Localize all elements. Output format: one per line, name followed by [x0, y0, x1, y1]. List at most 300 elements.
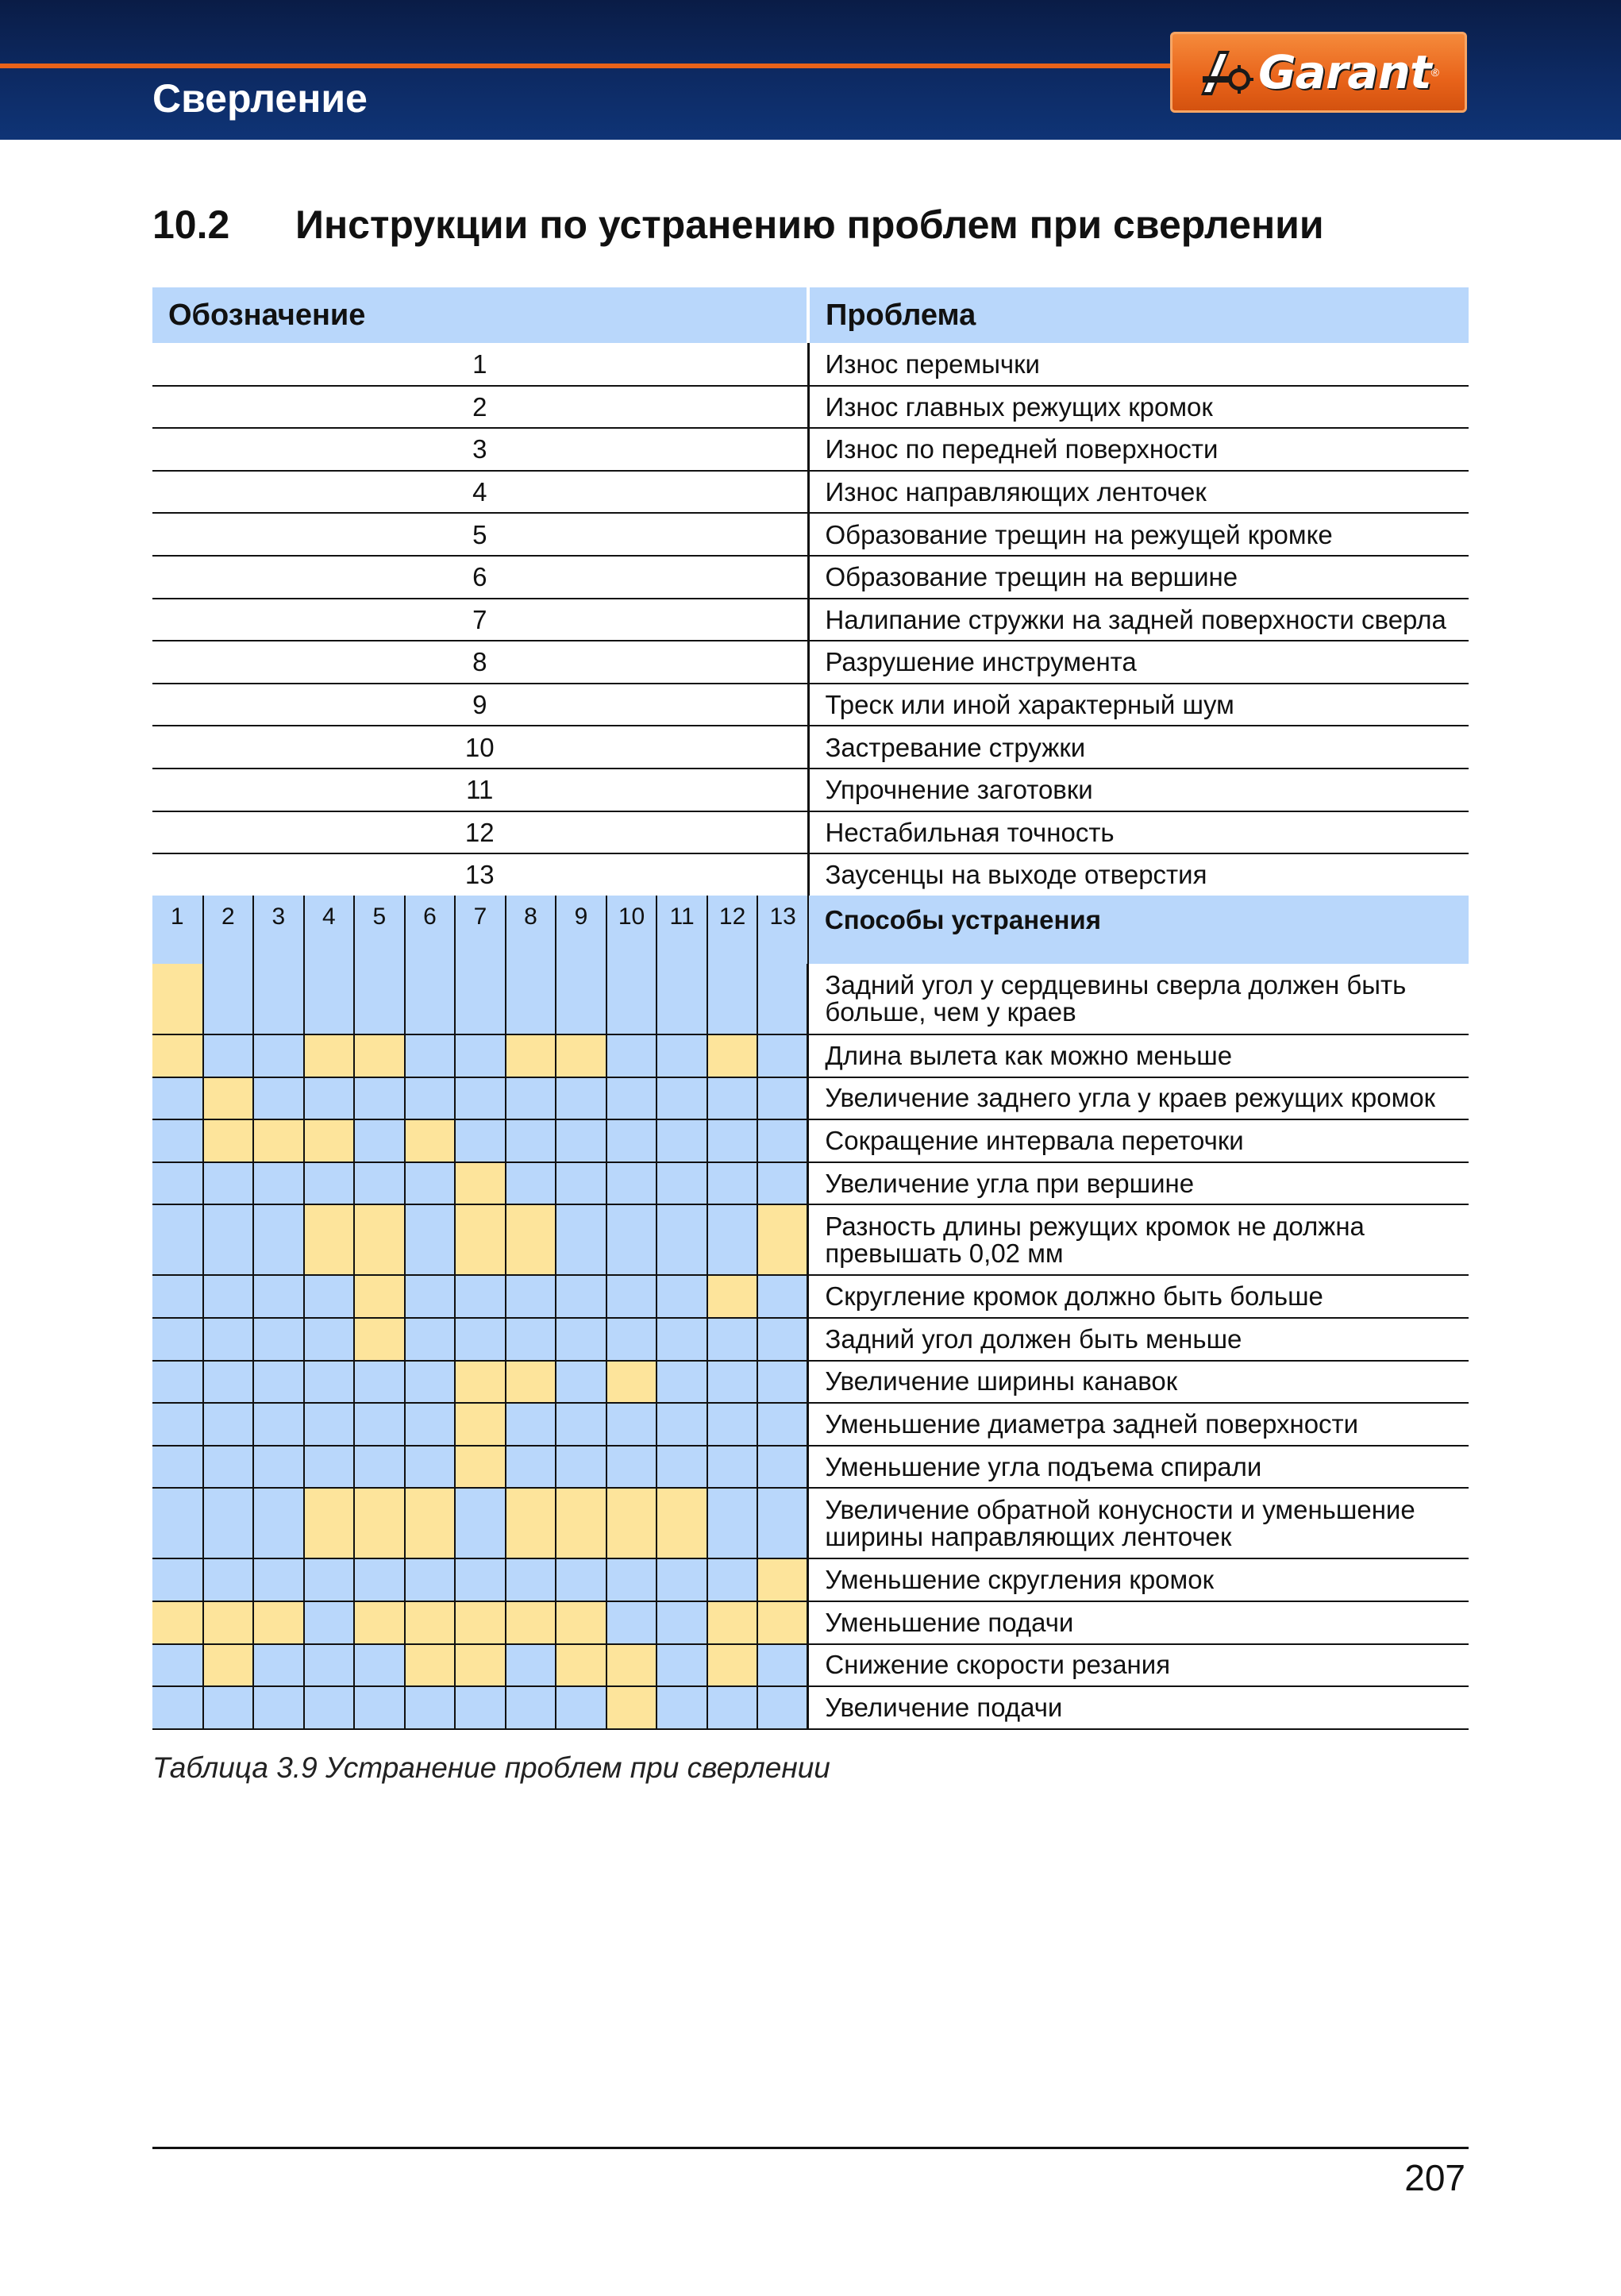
matrix-cell [757, 964, 808, 1034]
matrix-cell [757, 1686, 808, 1729]
matrix-cell [354, 1361, 405, 1404]
matrix-cell [506, 1686, 556, 1729]
matrix-cell [556, 1558, 606, 1601]
matrix-cell [757, 1644, 808, 1687]
legend-problem: Износ главных режущих кромок [808, 386, 1469, 429]
garant-logo [1170, 32, 1467, 113]
legend-row [152, 471, 1469, 514]
matrix-cell-marked [506, 1034, 556, 1077]
matrix-cell [304, 1686, 355, 1729]
matrix-cell [253, 1034, 304, 1077]
matrix-column-number: 13 [757, 896, 808, 964]
legend-problem: Нестабильная точность [808, 811, 1469, 854]
remedy-text: Задний угол у сердцевины сверла должен быть больше, чем у краев [808, 964, 1469, 1034]
legend-problem: Треск или иной характерный шум [808, 684, 1469, 726]
matrix-cell-marked [405, 1119, 456, 1162]
matrix-cell [354, 1077, 405, 1120]
matrix-cell [203, 1488, 254, 1558]
matrix-cell [203, 1446, 254, 1489]
matrix-cell [405, 1558, 456, 1601]
legend-number: 4 [152, 471, 808, 514]
matrix-cell [656, 964, 707, 1034]
matrix-cell [152, 1077, 203, 1120]
matrix-cell-marked [304, 1034, 355, 1077]
matrix-cell [152, 1204, 203, 1275]
matrix-row [152, 1601, 1469, 1644]
matrix-cell [656, 1204, 707, 1275]
matrix-cell [606, 1403, 657, 1446]
matrix-cell [656, 1446, 707, 1489]
legend-number: 7 [152, 599, 808, 641]
remedy-text: Увеличение обратной конусности и уменьшение ширины направляющих ленточек [808, 1488, 1469, 1558]
matrix-cell [506, 1644, 556, 1687]
matrix-column-number: 8 [506, 896, 556, 964]
matrix-cell [253, 1403, 304, 1446]
matrix-cell [304, 1162, 355, 1205]
matrix-cell [506, 1162, 556, 1205]
matrix-cell [506, 964, 556, 1034]
matrix-cell-marked [656, 1488, 707, 1558]
legend-number: 9 [152, 684, 808, 726]
matrix-row [152, 1034, 1469, 1077]
matrix-row [152, 1204, 1469, 1275]
matrix-cell [707, 1204, 758, 1275]
matrix-cell [455, 1034, 506, 1077]
matrix-cell [556, 1204, 606, 1275]
legend-number: 2 [152, 386, 808, 429]
matrix-cell [556, 1318, 606, 1361]
matrix-cell-marked [304, 1119, 355, 1162]
matrix-cell [757, 1034, 808, 1077]
matrix-row [152, 1446, 1469, 1489]
matrix-cell [606, 1034, 657, 1077]
matrix-cell [304, 964, 355, 1034]
matrix-cell-marked [354, 1275, 405, 1318]
matrix-cell [606, 1558, 657, 1601]
matrix-column-number: 5 [354, 896, 405, 964]
matrix-cell-marked [506, 1204, 556, 1275]
table-caption: Таблица 3.9 Устранение проблем при сверлении [152, 1751, 830, 1784]
matrix-cell [203, 1318, 254, 1361]
remedy-text: Увеличение угла при вершине [808, 1162, 1469, 1205]
matrix-cell [556, 1275, 606, 1318]
matrix-cell [304, 1558, 355, 1601]
remedy-text: Уменьшение подачи [808, 1601, 1469, 1644]
matrix-cell [304, 1077, 355, 1120]
remedy-text: Снижение скорости резания [808, 1644, 1469, 1687]
matrix-cell [556, 1162, 606, 1205]
matrix-cell [152, 1361, 203, 1404]
matrix-cell-marked [354, 1204, 405, 1275]
matrix-cell [405, 1204, 456, 1275]
matrix-cell-marked [757, 1558, 808, 1601]
matrix-cell [152, 1275, 203, 1318]
remedy-text: Увеличение подачи [808, 1686, 1469, 1729]
matrix-cell-marked [203, 1077, 254, 1120]
matrix-cell [656, 1558, 707, 1601]
matrix-column-number: 6 [405, 896, 456, 964]
section-heading [152, 202, 1324, 248]
matrix-cell [707, 1686, 758, 1729]
matrix-row [152, 1162, 1469, 1205]
matrix-cell [556, 1686, 606, 1729]
legend-number: 5 [152, 513, 808, 556]
matrix-cell [152, 1318, 203, 1361]
matrix-cell [253, 964, 304, 1034]
matrix-column-number: 9 [556, 896, 606, 964]
matrix-cell-marked [707, 1034, 758, 1077]
matrix-cell [455, 1077, 506, 1120]
matrix-cell [405, 1162, 456, 1205]
legend-number: 10 [152, 726, 808, 769]
matrix-cell [656, 1403, 707, 1446]
legend-problem: Упрочнение заготовки [808, 769, 1469, 811]
matrix-cell [556, 964, 606, 1034]
matrix-cell [656, 1275, 707, 1318]
matrix-cell-marked [253, 1119, 304, 1162]
matrix-cell-marked [455, 1446, 506, 1489]
legend-problem: Застревание стружки [808, 726, 1469, 769]
matrix-cell [405, 1403, 456, 1446]
matrix-cell [506, 1558, 556, 1601]
remedies-header: Способы устранения [808, 896, 1469, 964]
legend-number: 3 [152, 428, 808, 471]
matrix-cell [757, 1403, 808, 1446]
remedy-text: Скругление кромок должно быть больше [808, 1275, 1469, 1318]
matrix-cell [253, 1446, 304, 1489]
matrix-cell [253, 1558, 304, 1601]
matrix-cell [203, 1361, 254, 1404]
matrix-cell-marked [455, 1361, 506, 1404]
matrix-cell-marked [304, 1204, 355, 1275]
page-number: 207 [1404, 2157, 1465, 2198]
matrix-cell [405, 1034, 456, 1077]
matrix-cell [253, 1162, 304, 1205]
matrix-cell-marked [757, 1204, 808, 1275]
legend-row [152, 556, 1469, 599]
matrix-cell [455, 1686, 506, 1729]
matrix-cell-marked [606, 1488, 657, 1558]
header-title: Сверление [152, 76, 368, 121]
matrix-cell [152, 1162, 203, 1205]
matrix-cell [253, 1488, 304, 1558]
matrix-cell [707, 1077, 758, 1120]
legend-number: 11 [152, 769, 808, 811]
matrix-cell [354, 1446, 405, 1489]
matrix-cell [606, 1601, 657, 1644]
matrix-cell-marked [405, 1644, 456, 1687]
matrix-cell [707, 1403, 758, 1446]
matrix-cell [152, 1644, 203, 1687]
matrix-cell [405, 1077, 456, 1120]
matrix-row [152, 1318, 1469, 1361]
matrix-cell [506, 1077, 556, 1120]
matrix-column-number: 2 [203, 896, 254, 964]
matrix-cell [656, 1119, 707, 1162]
legend-row [152, 599, 1469, 641]
matrix-column-number: 4 [304, 896, 355, 964]
logo-wordmark: Garant [1258, 45, 1431, 99]
matrix-cell [152, 1488, 203, 1558]
matrix-cell [455, 1275, 506, 1318]
matrix-cell [656, 1162, 707, 1205]
legend-number: 8 [152, 641, 808, 684]
legend-number: 13 [152, 853, 808, 896]
matrix-cell [656, 1601, 707, 1644]
matrix-cell-marked [506, 1361, 556, 1404]
matrix-cell [606, 1119, 657, 1162]
matrix-cell [606, 1204, 657, 1275]
matrix-cell [506, 1119, 556, 1162]
matrix-cell-marked [152, 1034, 203, 1077]
remedy-text: Уменьшение скругления кромок [808, 1558, 1469, 1601]
matrix-cell-marked [455, 1644, 506, 1687]
matrix-cell-marked [354, 1488, 405, 1558]
legend-problem: Износ по передней поверхности [808, 428, 1469, 471]
legend-row [152, 853, 1469, 896]
matrix-cell-marked [556, 1644, 606, 1687]
matrix-cell [707, 1446, 758, 1489]
matrix-cell-marked [606, 1361, 657, 1404]
matrix-cell [253, 1077, 304, 1120]
matrix-cell [656, 1034, 707, 1077]
legend-problem: Налипание стружки на задней поверхности сверла [808, 599, 1469, 641]
matrix-cell [757, 1446, 808, 1489]
matrix-cell [707, 1318, 758, 1361]
legend-row [152, 769, 1469, 811]
matrix-column-number: 12 [707, 896, 758, 964]
matrix-cell [152, 1686, 203, 1729]
matrix-cell [354, 1403, 405, 1446]
legend-row [152, 811, 1469, 854]
matrix-row [152, 1077, 1469, 1120]
remedy-text: Уменьшение угла подъема спирали [808, 1446, 1469, 1489]
matrix-cell [152, 1403, 203, 1446]
legend-row [152, 513, 1469, 556]
matrix-cell [606, 964, 657, 1034]
matrix-cell [405, 1361, 456, 1404]
matrix-cell [506, 1403, 556, 1446]
matrix-cell [556, 1446, 606, 1489]
matrix-cell [253, 1318, 304, 1361]
matrix-cell-marked [707, 1601, 758, 1644]
matrix-cell [656, 1361, 707, 1404]
legend-row [152, 684, 1469, 726]
remedy-matrix-table [152, 896, 1469, 1730]
matrix-cell-marked [253, 1601, 304, 1644]
legend-row [152, 428, 1469, 471]
matrix-cell [405, 1318, 456, 1361]
matrix-cell [455, 1318, 506, 1361]
matrix-cell [304, 1644, 355, 1687]
matrix-cell [757, 1077, 808, 1120]
footer-rule [152, 2147, 1469, 2149]
matrix-cell [707, 1558, 758, 1601]
remedy-text: Длина вылета как можно меньше [808, 1034, 1469, 1077]
matrix-row [152, 1403, 1469, 1446]
matrix-cell [757, 1275, 808, 1318]
matrix-cell [506, 1446, 556, 1489]
matrix-cell-marked [757, 1601, 808, 1644]
legend-row [152, 726, 1469, 769]
matrix-cell-marked [455, 1601, 506, 1644]
matrix-cell [203, 1558, 254, 1601]
remedy-text: Задний угол должен быть меньше [808, 1318, 1469, 1361]
remedy-text: Увеличение заднего угла у краев режущих кромок [808, 1077, 1469, 1120]
matrix-row [152, 1644, 1469, 1687]
matrix-cell [556, 1077, 606, 1120]
matrix-cell [606, 1162, 657, 1205]
matrix-cell-marked [707, 1644, 758, 1687]
matrix-cell [354, 1558, 405, 1601]
matrix-cell-marked [455, 1204, 506, 1275]
matrix-cell [304, 1601, 355, 1644]
matrix-cell [354, 1162, 405, 1205]
matrix-cell [304, 1275, 355, 1318]
matrix-cell [304, 1403, 355, 1446]
matrix-cell-marked [455, 1162, 506, 1205]
matrix-cell-marked [152, 1601, 203, 1644]
remedy-text: Уменьшение диаметра задней поверхности [808, 1403, 1469, 1446]
matrix-cell-marked [506, 1601, 556, 1644]
matrix-cell [253, 1275, 304, 1318]
matrix-cell [253, 1204, 304, 1275]
matrix-cell [606, 1275, 657, 1318]
matrix-cell [152, 1558, 203, 1601]
matrix-cell [757, 1488, 808, 1558]
matrix-cell [203, 1686, 254, 1729]
matrix-cell-marked [707, 1275, 758, 1318]
matrix-row [152, 1275, 1469, 1318]
matrix-cell-marked [556, 1034, 606, 1077]
matrix-cell-marked [405, 1601, 456, 1644]
matrix-cell [556, 1403, 606, 1446]
matrix-cell-marked [304, 1488, 355, 1558]
matrix-cell [405, 1446, 456, 1489]
matrix-cell-marked [405, 1488, 456, 1558]
matrix-cell [203, 1034, 254, 1077]
matrix-row [152, 1361, 1469, 1404]
legend-row [152, 386, 1469, 429]
garant-logo-icon [1198, 44, 1253, 100]
problem-header: Проблема [808, 287, 1469, 343]
matrix-cell [506, 1318, 556, 1361]
legend-number: 6 [152, 556, 808, 599]
matrix-column-number: 7 [455, 896, 506, 964]
remedy-text: Разность длины режущих кромок не должна превышать 0,02 мм [808, 1204, 1469, 1275]
matrix-cell [656, 1644, 707, 1687]
matrix-column-number: 3 [253, 896, 304, 964]
legend-problem: Износ направляющих ленточек [808, 471, 1469, 514]
remedy-text: Сокращение интервала переточки [808, 1119, 1469, 1162]
matrix-cell-marked [354, 1034, 405, 1077]
section-title: Инструкции по устранению проблем при сверлении [295, 202, 1324, 247]
matrix-cell [757, 1162, 808, 1205]
matrix-cell [656, 1686, 707, 1729]
legend-row [152, 641, 1469, 684]
matrix-row [152, 1686, 1469, 1729]
matrix-cell [304, 1446, 355, 1489]
legend-problem: Износ перемычки [808, 343, 1469, 386]
legend-row [152, 343, 1469, 386]
matrix-cell [606, 1077, 657, 1120]
matrix-row [152, 1119, 1469, 1162]
matrix-cell [253, 1644, 304, 1687]
matrix-cell [203, 964, 254, 1034]
matrix-cell [556, 1361, 606, 1404]
matrix-cell [304, 1361, 355, 1404]
matrix-cell-marked [203, 1601, 254, 1644]
matrix-cell-marked [556, 1488, 606, 1558]
matrix-cell [455, 964, 506, 1034]
matrix-cell [556, 1119, 606, 1162]
matrix-cell [354, 964, 405, 1034]
matrix-cell [455, 1558, 506, 1601]
matrix-cell [203, 1403, 254, 1446]
matrix-cell [707, 964, 758, 1034]
matrix-cell [203, 1162, 254, 1205]
problem-legend-table [152, 287, 1469, 897]
matrix-cell [757, 1361, 808, 1404]
matrix-cell [707, 1162, 758, 1205]
matrix-cell [757, 1318, 808, 1361]
remedy-text: Увеличение ширины канавок [808, 1361, 1469, 1404]
legend-problem: Образование трещин на режущей кромке [808, 513, 1469, 556]
legend-problem: Заусенцы на выходе отверстия [808, 853, 1469, 896]
matrix-cell [707, 1119, 758, 1162]
matrix-cell [656, 1077, 707, 1120]
matrix-column-number: 1 [152, 896, 203, 964]
matrix-cell-marked [556, 1601, 606, 1644]
matrix-column-number: 11 [656, 896, 707, 964]
legend-problem: Разрушение инструмента [808, 641, 1469, 684]
section-number: 10.2 [152, 202, 230, 247]
matrix-cell [656, 1318, 707, 1361]
matrix-cell [203, 1275, 254, 1318]
matrix-cell [405, 1275, 456, 1318]
header-accent-rule [0, 64, 1175, 68]
matrix-cell-marked [455, 1403, 506, 1446]
legend-header-row [152, 287, 1469, 343]
registered-mark: ® [1430, 66, 1439, 79]
matrix-cell [405, 964, 456, 1034]
matrix-cell [506, 1275, 556, 1318]
matrix-cell [405, 1686, 456, 1729]
matrix-cell [253, 1686, 304, 1729]
matrix-row [152, 1488, 1469, 1558]
matrix-header-row [152, 896, 1469, 964]
matrix-row [152, 1558, 1469, 1601]
matrix-cell-marked [354, 1601, 405, 1644]
matrix-cell [354, 1686, 405, 1729]
matrix-cell-marked [152, 964, 203, 1034]
matrix-cell [707, 1488, 758, 1558]
matrix-cell [354, 1119, 405, 1162]
matrix-cell-marked [606, 1644, 657, 1687]
matrix-cell [455, 1119, 506, 1162]
page-header [0, 0, 1621, 140]
matrix-cell-marked [506, 1488, 556, 1558]
matrix-cell [455, 1488, 506, 1558]
matrix-cell-marked [203, 1644, 254, 1687]
matrix-cell [707, 1361, 758, 1404]
legend-number: 12 [152, 811, 808, 854]
matrix-cell [606, 1446, 657, 1489]
matrix-cell [354, 1644, 405, 1687]
matrix-cell-marked [354, 1318, 405, 1361]
matrix-cell [203, 1204, 254, 1275]
matrix-column-number: 10 [606, 896, 657, 964]
